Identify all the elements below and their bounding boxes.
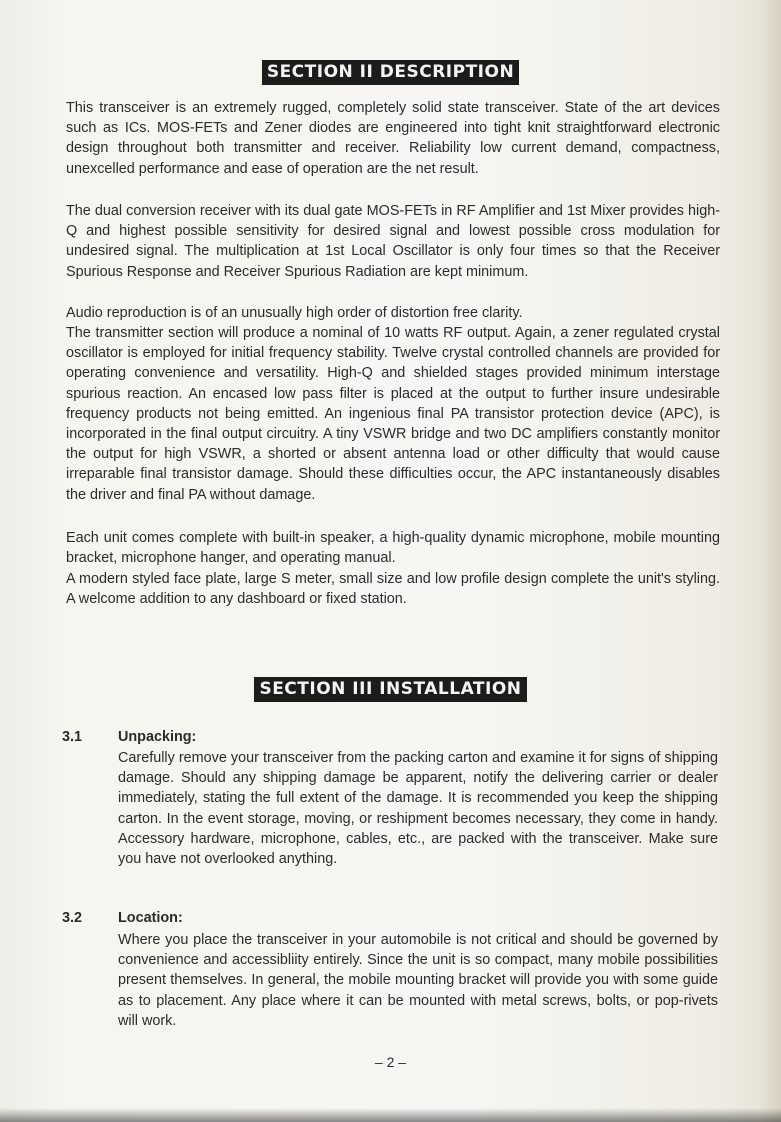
item-3-1-text: Carefully remove your transceiver from the packing carton and examine it for signs of shipping damage. Should any shipping damage be apparent, notify the delivering carrier or dealer immediately, stating the full extent of the damage. It is recommended you keep the shipping carton. In the event storage, moving, or reshipment becomes necessary, they come in handy. Accessory hardware, microphone, cables, etc., are packed with the transceiver. Make sure you have not overlooked anything. — [118, 750, 718, 868]
item-3-1-heading: Unpacking: — [118, 729, 197, 745]
page-edge-shadow — [759, 0, 781, 1122]
section-2-title: SECTION II DESCRIPTION — [262, 60, 519, 85]
description-paragraph-4: The transmitter section will produce a nominal of 10 watts RF output. Again, a zener regulated crystal oscillator is employed for initial frequency stability. Twelve crystal controlled channels are provided for operating convenience and versatility. High-Q and shielded stages provided minimum interstage spurious reaction. An encased low pass filter is placed at the output to further insure undesirable frequency products not being emitted. An ingenious final PA transistor protection device (APC), is incorporated in the final output circuitry. A tiny VSWR bridge and two DC amplifiers constantly monitor the output for high VSWR, a shorted or absent antenna load or other difficulty that would cause irreparable final transistor damage. Should these difficulties occur, the APC instantaneously disables the driver and final PA without damage. — [66, 325, 720, 503]
page-number: – 2 – — [374, 1054, 407, 1070]
page-bottom-edge — [0, 1108, 781, 1122]
item-3-1-number: 3.1 — [62, 729, 83, 745]
description-paragraph-1: This transceiver is an extremely rugged, completely solid state transceiver. State of the art devices such as ICs. MOS-FETs and Zener diodes are engineered into tight knit straightforward electronic design throughout both transmitter and receiver. Reliability low current demand, compactness, unexcelled performance and ease of operation are the net result. — [66, 100, 720, 177]
description-paragraph-3: Audio reproduction is of an unusually high order of distortion free clarity. — [66, 305, 523, 321]
item-3-2-number: 3.2 — [62, 910, 83, 926]
description-paragraph-6: A modern styled face plate, large S meter, small size and low profile design complete the unit's styling. A welcome addition to any dashboard or fixed station. — [66, 571, 720, 608]
section-3-title: SECTION III INSTALLATION — [254, 677, 526, 702]
item-3-2-text: Where you place the transceiver in your automobile is not critical and should be governed by convenience and accessibliity entirely. Since the unit is so compact, many mobile possibilities present themselves. In general, the mobile mounting bracket will provide you with some guide as to placement. Any place where it can be mounted with metal screws, bolts, or pop-rivets will work. — [118, 932, 718, 1029]
section-2-heading — [0, 60, 781, 85]
item-3-2-heading: Location: — [118, 910, 183, 926]
description-paragraph-2: The dual conversion receiver with its dual gate MOS-FETs in RF Amplifier and 1st Mixer provides high-Q and highest possible sensitivity for desired signal and lowest possible cross modulation for undesired signal. The multiplication at 1st Local Oscillator is only four times so that the Receiver Spurious Response and Receiver Spurious Radiation are kept minimum. — [66, 203, 720, 280]
section-3-heading — [0, 677, 781, 702]
description-paragraph-5: Each unit comes complete with built-in speaker, a high-quality dynamic microphone, mobile mounting bracket, microphone hanger, and operating manual. — [66, 530, 720, 567]
